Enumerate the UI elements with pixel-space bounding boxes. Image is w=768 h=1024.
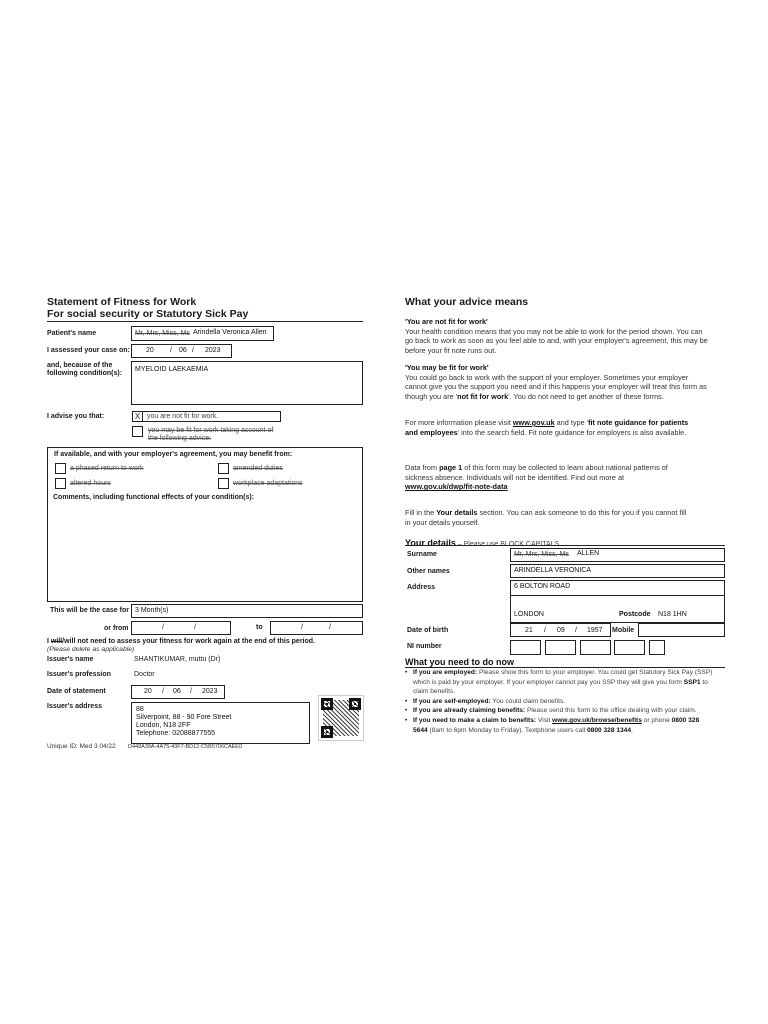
todo-3-bold: If you are already claiming benefits:	[413, 707, 526, 715]
fit-note-data-link[interactable]: www.gov.uk/dwp/fit-note-data	[405, 482, 508, 492]
amended-duties-label: amended duties	[233, 465, 283, 472]
surname-value: ALLEN	[577, 550, 600, 557]
more-info-text	[405, 418, 695, 437]
ni-number-box-2[interactable]	[545, 640, 576, 655]
statement-date-field[interactable]	[131, 685, 225, 699]
may-be-fit-option-label-2: the following advice:	[148, 435, 212, 442]
patient-name-label: Patient's name	[47, 330, 97, 337]
issuer-address-field	[131, 702, 310, 744]
may-be-fit-bold: not fit for work	[457, 391, 509, 401]
dob-label: Date of birth	[407, 627, 449, 634]
issuer-name-value: SHANTIKUMAR, muttu (Dr)	[134, 656, 221, 663]
assessed-day: 20	[146, 347, 154, 354]
condition-value: MYELOID LAEKAEMIA	[135, 366, 209, 373]
patient-name-value: Arindella Veronica Allen	[193, 329, 267, 336]
date-separator: /	[162, 624, 164, 631]
issuer-address-line3: London, N18 2FF	[136, 722, 191, 729]
form-subtitle: For social security or Statutory Sick Pay	[47, 308, 249, 320]
todo-4-text: Visit	[536, 716, 553, 724]
fill-text-1: Fill in the	[405, 508, 437, 517]
address-divider	[511, 595, 724, 596]
case-period-field[interactable]	[131, 604, 363, 618]
altered-hours-checkbox[interactable]	[55, 478, 66, 489]
qr-finder	[349, 698, 361, 710]
todo-4-text2: or phone	[641, 716, 672, 724]
comments-label: Comments, including functional effects of your condition(s):	[53, 494, 255, 501]
date-separator: /	[575, 627, 577, 634]
issuer-address-line1: 88	[136, 706, 144, 713]
case-period-value: 3 Month(s)	[135, 607, 169, 614]
ni-number-box-1[interactable]	[510, 640, 541, 655]
workplace-adaptations-checkbox[interactable]	[218, 478, 229, 489]
reassess-prefix: I	[47, 638, 51, 645]
data-collection-text	[405, 463, 685, 492]
details-hint: – Please use BLOCK CAPITALS	[455, 541, 560, 548]
advise-label: I advise you that:	[47, 413, 105, 420]
phased-return-label: a phased return to work	[70, 465, 144, 472]
statement-date-label: Date of statement	[47, 688, 106, 695]
data-bold: page 1	[439, 463, 463, 472]
statement-year: 2023	[202, 688, 218, 695]
info-text-2: and type '	[554, 418, 589, 427]
address-line3: LONDON	[514, 611, 544, 618]
issuer-profession-label: Issuer's profession	[47, 671, 111, 678]
condition-label-1: and, because of the	[47, 362, 113, 369]
altered-hours-label: altered hours	[70, 480, 111, 487]
statement-month: 06	[173, 688, 181, 695]
address-label: Address	[407, 584, 436, 591]
not-fit-checkbox[interactable]: X	[132, 411, 143, 422]
todo-1-text2: to claim benefits.	[413, 678, 708, 696]
todo-item-employed	[405, 668, 715, 697]
todo-4-phone: 0800 328 5644	[413, 716, 700, 734]
date-separator: /	[162, 688, 164, 695]
unique-id-label: Unique ID: Med 3 04/22	[47, 743, 116, 750]
amended-duties-checkbox[interactable]	[218, 463, 229, 474]
date-separator: /	[194, 624, 196, 631]
assessed-label: I assessed your case on:	[47, 347, 130, 354]
patient-name-field[interactable]	[131, 326, 274, 341]
qr-finder	[321, 698, 333, 710]
statement-day: 20	[144, 688, 152, 695]
todo-item-new-claim	[405, 716, 715, 735]
fill-text-2: section. You can ask someone to do this for you if you cannot fill in your details yourself.	[405, 508, 687, 527]
assessed-date-field[interactable]	[131, 344, 232, 358]
todo-2-bold: If you are self-employed:	[413, 697, 491, 705]
todo-item-claiming	[405, 706, 715, 716]
address-field[interactable]	[510, 580, 725, 623]
qr-code	[318, 695, 364, 741]
issuer-address-line2: Silverpoint, 88 - 90 Fore Street	[136, 714, 232, 721]
surname-label: Surname	[407, 551, 437, 558]
date-separator: /	[192, 347, 194, 354]
ni-number-box-4[interactable]	[614, 640, 645, 655]
phased-return-checkbox[interactable]	[55, 463, 66, 474]
advice-title: What your advice means	[405, 296, 529, 308]
dob-day: 21	[525, 627, 533, 634]
date-separator: /	[301, 624, 303, 631]
workplace-adaptations-label: workplace adaptations	[233, 480, 303, 487]
mobile-field[interactable]	[638, 623, 725, 637]
advice-box	[47, 447, 363, 602]
may-be-fit-heading: 'You may be fit for work'	[405, 363, 489, 372]
details-heading: Your details	[405, 538, 456, 548]
benefit-heading: If available, and with your employer's agreement, you may benefit from:	[54, 451, 293, 458]
issuer-name-label: Issuer's name	[47, 656, 94, 663]
not-fit-heading: 'You are not fit for work'	[405, 317, 488, 326]
info-text-3: ' into the search field. Fit note guidance for employers is also available.	[457, 427, 687, 437]
date-separator: /	[544, 627, 546, 634]
not-fit-section	[405, 317, 711, 355]
fill-bold: Your details	[436, 508, 478, 517]
other-names-field[interactable]	[510, 564, 725, 578]
ni-number-box-3[interactable]	[580, 640, 611, 655]
or-from-label: or from	[104, 625, 129, 632]
address-line1: 6 BOLTON ROAD	[514, 583, 571, 590]
date-separator: /	[170, 347, 172, 354]
not-fit-option-box	[143, 411, 281, 422]
not-fit-option-label: you are not fit for work.	[147, 413, 219, 420]
assessed-month: 06	[179, 347, 187, 354]
may-be-fit-section	[405, 363, 711, 401]
todo-1-bold2: SSP1	[683, 678, 701, 686]
patient-title-options: Mr, Mrs, Miss, Ms	[135, 330, 190, 337]
condition-label-2: following condition(s):	[47, 370, 123, 377]
case-period-label: This will be the case for	[50, 607, 129, 614]
todo-item-self-employed	[405, 697, 715, 707]
issuer-address-label: Issuer's address	[47, 703, 102, 710]
assessed-year: 2023	[205, 347, 221, 354]
to-label: to	[256, 624, 263, 631]
other-names-value: ARINDELLA VERONICA	[514, 567, 592, 574]
todo-1-bold: If you are employed:	[413, 669, 478, 676]
other-names-label: Other names	[407, 568, 450, 575]
issuer-profession-value: Doctor	[134, 671, 155, 678]
surname-title-options: Mr, Mrs, Miss, Ms	[514, 551, 569, 558]
todo-list	[405, 668, 715, 735]
unique-id-value: D448A39A-4A75-43F7-BD12-C5B5706CAEE0	[128, 744, 243, 750]
dob-year: 1957	[587, 627, 603, 634]
todo-4-phone2: 0800 328 1344	[586, 726, 631, 734]
todo-4-bold: If you need to make a claim to benefits:	[413, 716, 537, 724]
reassess-note: (Please delete as applicable)	[47, 646, 135, 653]
from-date-field[interactable]	[131, 621, 231, 635]
qr-finder	[321, 726, 333, 738]
dob-field[interactable]	[510, 623, 611, 637]
todo-3-text: Please send this form to the office dealing with your claim.	[525, 707, 697, 715]
dob-month: 09	[557, 627, 565, 634]
not-fit-text: Your health condition means that you may not be able to work for the period shown. You can go back to work as soon as you feel able to and, with your employer's agreement, this may be before your fit note runs out.	[405, 326, 708, 355]
date-separator: /	[329, 624, 331, 631]
info-bold: fit note guidance for patients and employees	[405, 418, 689, 437]
issuer-address-line4: Telephone: 02088877555	[136, 730, 216, 737]
todo-heading: What you need to do now	[405, 657, 514, 667]
todo-4-text3: (8am to 6pm Monday to Friday). Textphone users call	[427, 726, 587, 734]
ni-number-box-5[interactable]	[649, 640, 665, 655]
mobile-label: Mobile	[612, 627, 635, 634]
data-text-1: Data from	[405, 463, 440, 472]
data-text-2: of this form may be collected to learn about national patterns of sickness absence. Individuals will not be identified. Find out more at	[405, 463, 668, 482]
ni-number-label: NI number	[407, 643, 442, 650]
info-text-1: For more information please visit	[405, 418, 513, 427]
date-separator: /	[190, 688, 192, 695]
gov-uk-link[interactable]: www.gov.uk	[512, 418, 555, 427]
may-be-fit-text-1: You could go back to work with the support of your employer. Sometimes your employer cannot give you the support you need and if this happens your employer will treat this form as though you are '	[405, 372, 707, 401]
reassess-suffix: /will not need to assess your fitness for work again at the end of this period.	[62, 638, 315, 645]
reassess-struck: will	[50, 638, 63, 645]
may-be-fit-checkbox[interactable]	[132, 426, 143, 437]
to-date-field[interactable]	[270, 621, 363, 635]
todo-2-text: You could claim benefits.	[490, 697, 566, 705]
fill-in-text	[405, 508, 690, 527]
todo-4-end: .	[631, 726, 633, 734]
todo-1-text: Please show this form to your employer. You could get Statutory Sick Pay (SSP) which is paid by your employer. If your employer cannot pay you SSP they will give you form	[413, 669, 713, 686]
may-be-fit-text-2: '. You do not need to get another of these forms.	[508, 391, 664, 401]
surname-field[interactable]	[510, 548, 725, 562]
form-title: Statement of Fitness for Work	[47, 296, 197, 308]
condition-field[interactable]	[131, 361, 363, 405]
may-be-fit-text	[405, 373, 711, 402]
benefits-link[interactable]: www.gov.uk/browse/benefits	[552, 716, 642, 724]
postcode-label: Postcode	[619, 611, 651, 618]
postcode-value: N18 1HN	[658, 611, 687, 618]
may-be-fit-option-label-1: you may be fit for work taking account of	[148, 427, 274, 434]
title-divider	[47, 321, 363, 322]
details-divider	[405, 545, 725, 546]
